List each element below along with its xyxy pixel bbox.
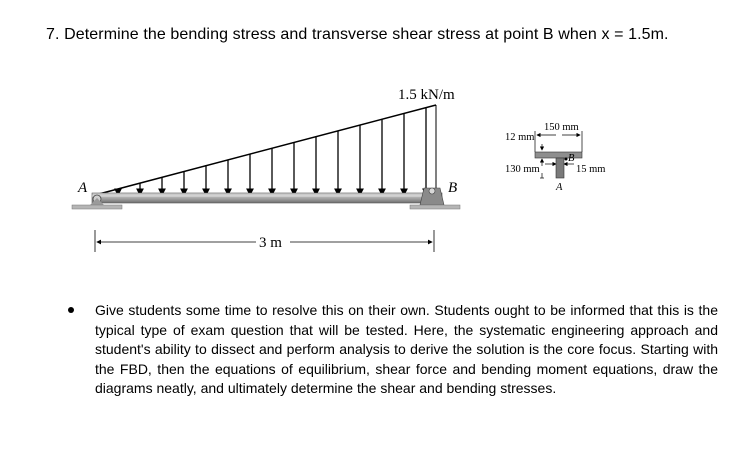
section-width-label: 150 mm <box>544 122 579 133</box>
instructor-note <box>68 301 718 399</box>
span-label: 3 m <box>259 235 282 251</box>
question-text: 7. Determine the bending stress and transverse shear stress at point B when x = 1.5m. <box>46 26 669 43</box>
load-label: 1.5 kN/m <box>398 87 455 103</box>
section-web-label: 15 mm <box>576 164 606 175</box>
beam <box>92 193 442 203</box>
section-point-b-label: B <box>568 153 575 164</box>
cross-section <box>535 131 582 178</box>
support-b-label: B <box>448 180 458 196</box>
section-flange-label: 12 mm <box>505 132 535 143</box>
section-depth-label: 130 mm <box>505 164 540 175</box>
note-text: Give students some time to resolve this on their own. Students ought to be informed that this is the typical type of exam question that will be tested. Here, the systematic engineering approach and student's ability to dissect and perform analysis to derive the solution is the core focus. Starting with the FBD, then the equations of equilibrium, shear force and bending moment equations, draw the diagrams neatly, and ultimately determine the shear and bending stresses. <box>95 302 718 396</box>
section-point-a-label: A <box>556 182 563 193</box>
load-arrows <box>118 108 426 195</box>
distributed-load <box>95 105 436 195</box>
support-a-label: A <box>78 180 88 196</box>
